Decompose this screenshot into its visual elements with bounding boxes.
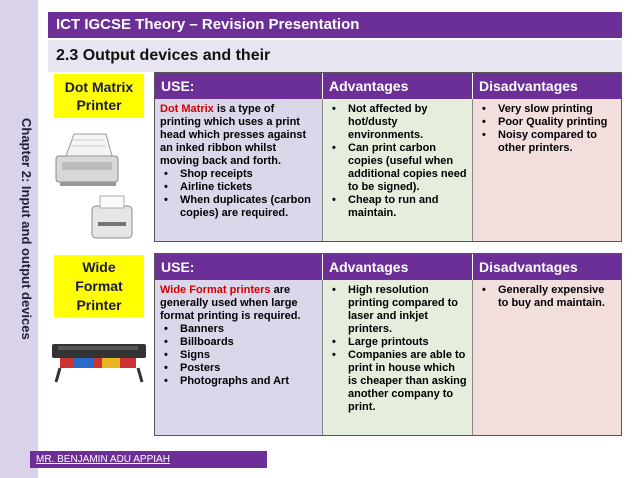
list-item: • Signs — [160, 349, 317, 362]
wide-format-use-cell — [155, 280, 323, 435]
list-item: • Posters — [160, 362, 317, 375]
list-item: • Shop receipts — [160, 168, 317, 181]
dot-matrix-disadvantages-cell — [473, 99, 621, 241]
dot-matrix-advantages-cell — [323, 99, 473, 241]
wide-format-table — [154, 253, 622, 436]
list-item: • Photographs and Art — [160, 375, 317, 388]
wide-format-label-line3: Printer — [76, 297, 122, 313]
dot-matrix-table-header — [155, 73, 621, 99]
list-item: • Very slow printing — [478, 103, 616, 116]
wide-format-table-header — [155, 254, 621, 280]
use-header: USE: — [155, 73, 323, 99]
list-item: • Poor Quality printing — [478, 116, 616, 129]
dot-matrix-use-text: is a type of printing which uses a print head which presses against an inked ribbon whilst moving back and forth. — [160, 103, 307, 167]
wide-format-highlight: Wide Format printers — [160, 284, 271, 296]
dot-matrix-use-cell — [155, 99, 323, 241]
list-item: • When duplicates (carbon copies) are required. — [160, 194, 317, 220]
wide-format-label — [54, 255, 144, 317]
list-item: • Can print carbon copies (useful when additional copies need to be signed). — [328, 142, 467, 194]
dot-matrix-highlight: Dot Matrix — [160, 103, 214, 115]
wide-format-label-line2: Format — [75, 278, 123, 294]
dot-matrix-label-line1: Dot Matrix — [64, 79, 134, 95]
author-footer: MR. BENJAMIN ADU APPIAH — [30, 451, 267, 468]
wide-format-use-text: are generally used when large format printing is required. — [160, 284, 301, 322]
dot-matrix-label — [54, 74, 144, 118]
advantages-header: Advantages — [323, 254, 473, 280]
disadvantages-header: Disadvantages — [479, 259, 578, 275]
list-item: • Companies are able to print in house which is cheaper than asking another company to print. — [328, 349, 467, 414]
chapter-title: Chapter 2: Input and output devices — [19, 118, 34, 340]
list-item: • Banners — [160, 323, 317, 336]
wide-format-printer-image — [50, 338, 148, 384]
list-item: • High resolution printing compared to laser and inkjet printers. — [328, 284, 467, 336]
dot-matrix-table — [154, 72, 622, 242]
list-item: • Noisy compared to other printers. — [478, 129, 616, 155]
receipt-printer-image — [86, 192, 138, 242]
wide-format-label-line1: Wide — [82, 259, 116, 275]
list-item: • Billboards — [160, 336, 317, 349]
dot-matrix-label-line2: Printer — [76, 97, 122, 113]
dot-matrix-printer-image — [52, 128, 124, 190]
wide-format-disadvantages-cell — [473, 280, 621, 435]
slide-header: ICT IGCSE Theory – Revision Presentation — [48, 12, 622, 38]
use-header: USE: — [155, 254, 323, 280]
list-item: • Cheap to run and maintain. — [328, 194, 467, 220]
disadvantages-header: Disadvantages — [479, 78, 578, 94]
list-item: • Generally expensive to buy and maintain. — [478, 284, 616, 310]
wide-format-advantages-cell — [323, 280, 473, 435]
list-item: • Not affected by hot/dusty environments. — [328, 103, 467, 142]
slide-subtitle: 2.3 Output devices and their — [48, 40, 622, 72]
advantages-header: Advantages — [323, 73, 473, 99]
list-item: • Airline tickets — [160, 181, 317, 194]
list-item: • Large printouts — [328, 336, 467, 349]
